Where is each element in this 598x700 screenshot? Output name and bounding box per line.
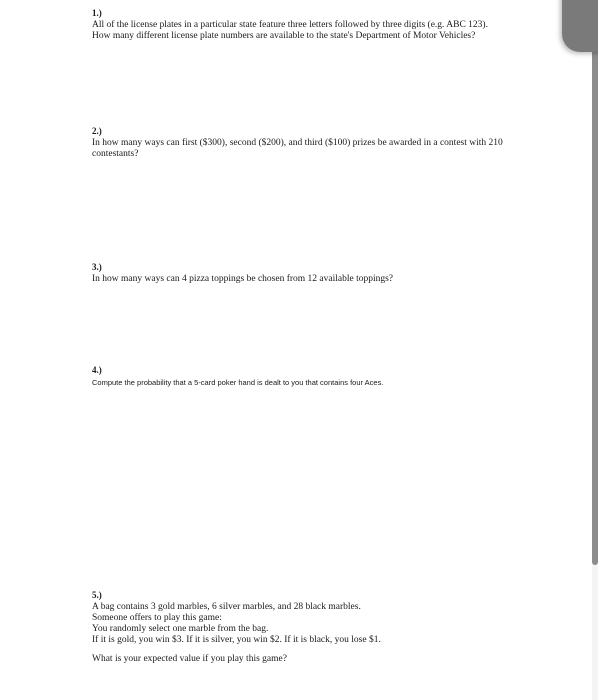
problem-number: 1.) bbox=[92, 8, 102, 18]
problem-number: 2.) bbox=[92, 126, 102, 136]
problem-number: 4.) bbox=[92, 365, 102, 375]
problem-1 bbox=[92, 8, 488, 42]
problem-text-line: Compute the probability that a 5-card poker hand is dealt to you that contains four Aces. bbox=[92, 378, 384, 387]
corner-handle[interactable] bbox=[562, 0, 598, 52]
problem-text-line: How many different license plate numbers are available to the state's Department of Motor Vehicles? bbox=[92, 31, 476, 41]
problem-text-line: You randomly select one marble from the bag. bbox=[92, 624, 269, 634]
problem-question: What is your expected value if you play this game? bbox=[92, 654, 287, 664]
problem-5 bbox=[92, 590, 381, 665]
problem-3 bbox=[92, 262, 393, 285]
problem-text-line: In how many ways can 4 pizza toppings be chosen from 12 available toppings? bbox=[92, 274, 394, 284]
problem-2 bbox=[92, 126, 503, 160]
problem-text-line: contestants? bbox=[92, 149, 139, 159]
problem-text-line: A bag contains 3 gold marbles, 6 silver marbles, and 28 black marbles. bbox=[92, 602, 361, 612]
problem-text-line: If it is gold, you win $3. If it is silver, you win $2. If it is black, you lose $1. bbox=[92, 635, 381, 645]
problem-number: 3.) bbox=[92, 262, 102, 272]
problem-text-line: Someone offers to play this game: bbox=[92, 613, 222, 623]
scrollbar-track[interactable] bbox=[592, 0, 598, 700]
problem-text-line: In how many ways can first ($300), second ($200), and third ($100) prizes be awarded in a contest with 210 bbox=[92, 138, 503, 148]
spacer bbox=[92, 646, 381, 654]
problem-text-line: All of the license plates in a particular state feature three letters followed by three digits (e.g. ABC 123). bbox=[92, 20, 488, 30]
problem-4 bbox=[92, 365, 383, 388]
scrollbar-thumb[interactable] bbox=[592, 0, 598, 565]
problem-number: 5.) bbox=[92, 590, 102, 600]
